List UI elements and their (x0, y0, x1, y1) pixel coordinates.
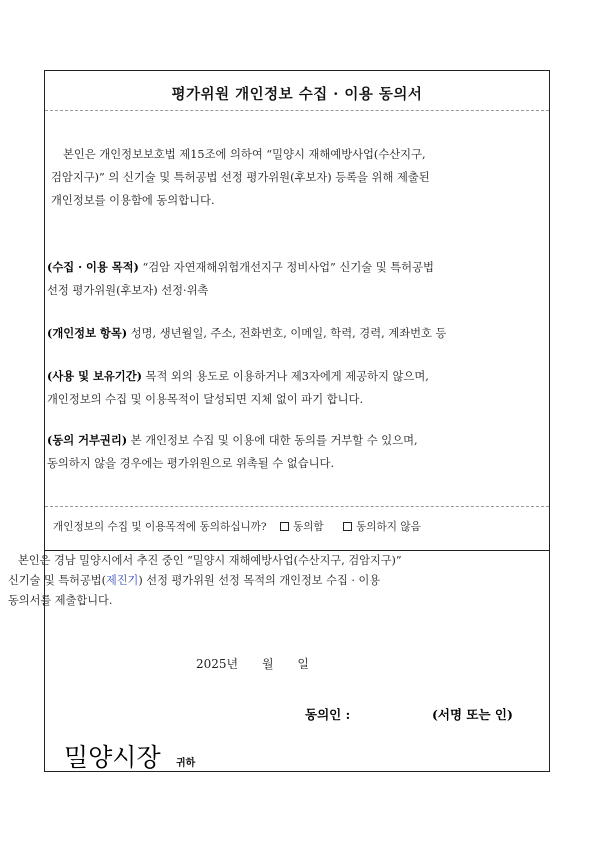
retention-line-2: 개인정보의 수집 및 이용목적이 달성되면 지체 없이 파기 합니다. (47, 393, 364, 406)
declaration-line-3: 동의서를 제출합니다. (8, 594, 113, 607)
refusal-heading: (동의 거부권리) (47, 433, 128, 447)
highlighted-method: 제진기 (105, 574, 139, 587)
disagree-label: 동의하지 않음 (356, 521, 421, 533)
retention-heading: (사용 및 보유기간) (47, 369, 142, 383)
consent-top-divider (45, 506, 549, 507)
intro-line-2: 검암지구)” 의 신기술 및 특허공법 선정 평가위원(후보자) 등록을 위해 제출된 (51, 171, 430, 184)
date-line (196, 655, 309, 672)
items-section (47, 322, 549, 345)
disagree-checkbox[interactable] (343, 522, 352, 531)
purpose-section (47, 256, 547, 302)
items-heading: (개인정보 항목) (47, 326, 128, 340)
form-title: 평가위원 개인정보 수집 · 이용 동의서 (171, 86, 423, 103)
purpose-line-2: 선정 평가위원(후보자) 선정·위촉 (47, 284, 209, 297)
consent-question: 개인정보의 수집 및 이용목적에 동의하십니까? (53, 521, 267, 533)
intro-paragraph (51, 143, 545, 212)
declaration-line-2: 신기술 및 특허공법(제진기) 선정 평가위원 선정 목적의 개인정보 수집 · 이용 (8, 574, 381, 587)
intro-line-3: 개인정보를 이용함에 동의합니다. (51, 194, 215, 207)
signer-label: 동의인 : (305, 707, 351, 722)
intro-line-1: 본인은 개인정보보호법 제15조에 의하여 “밀양시 재해예방사업(수산지구, (63, 148, 426, 161)
addressee-name: 밀양시장 (64, 743, 161, 772)
signature-placeholder[interactable]: (서명 또는 인) (432, 707, 513, 722)
purpose-line-1: “검암 자연재해위험개선지구 정비사업” 신기술 및 특허공법 (138, 261, 434, 274)
refusal-line-1: 본 개인정보 수집 및 이용에 대한 동의를 거부할 수 있으며, (127, 434, 418, 447)
consent-row (53, 520, 421, 534)
title-divider (45, 110, 549, 111)
agree-label: 동의함 (292, 521, 324, 533)
date-year: 2025년 (196, 657, 239, 671)
items-text: 성명, 생년월일, 주소, 전화번호, 이메일, 학력, 경력, 계좌번호 등 (127, 327, 447, 340)
refusal-section (47, 429, 547, 475)
date-month: 월 (261, 657, 274, 671)
purpose-heading: (수집 · 이용 목적) (47, 260, 139, 274)
declaration-line-1: 본인은 경남 밀양시에서 추진 중인 “밀양시 재해예방사업(수산지구, 검암지구)” (18, 554, 402, 567)
agree-checkbox[interactable] (280, 522, 289, 531)
date-day: 일 (297, 657, 309, 671)
addressee-suffix: 귀하 (176, 758, 196, 769)
declaration-paragraph (8, 551, 488, 611)
retention-line-1: 목적 외의 용도로 이용하거나 제3자에게 제공하지 않으며, (141, 370, 429, 383)
refusal-line-2: 동의하지 않을 경우에는 평가위원으로 위촉될 수 없습니다. (47, 457, 335, 470)
retention-section (47, 365, 547, 411)
